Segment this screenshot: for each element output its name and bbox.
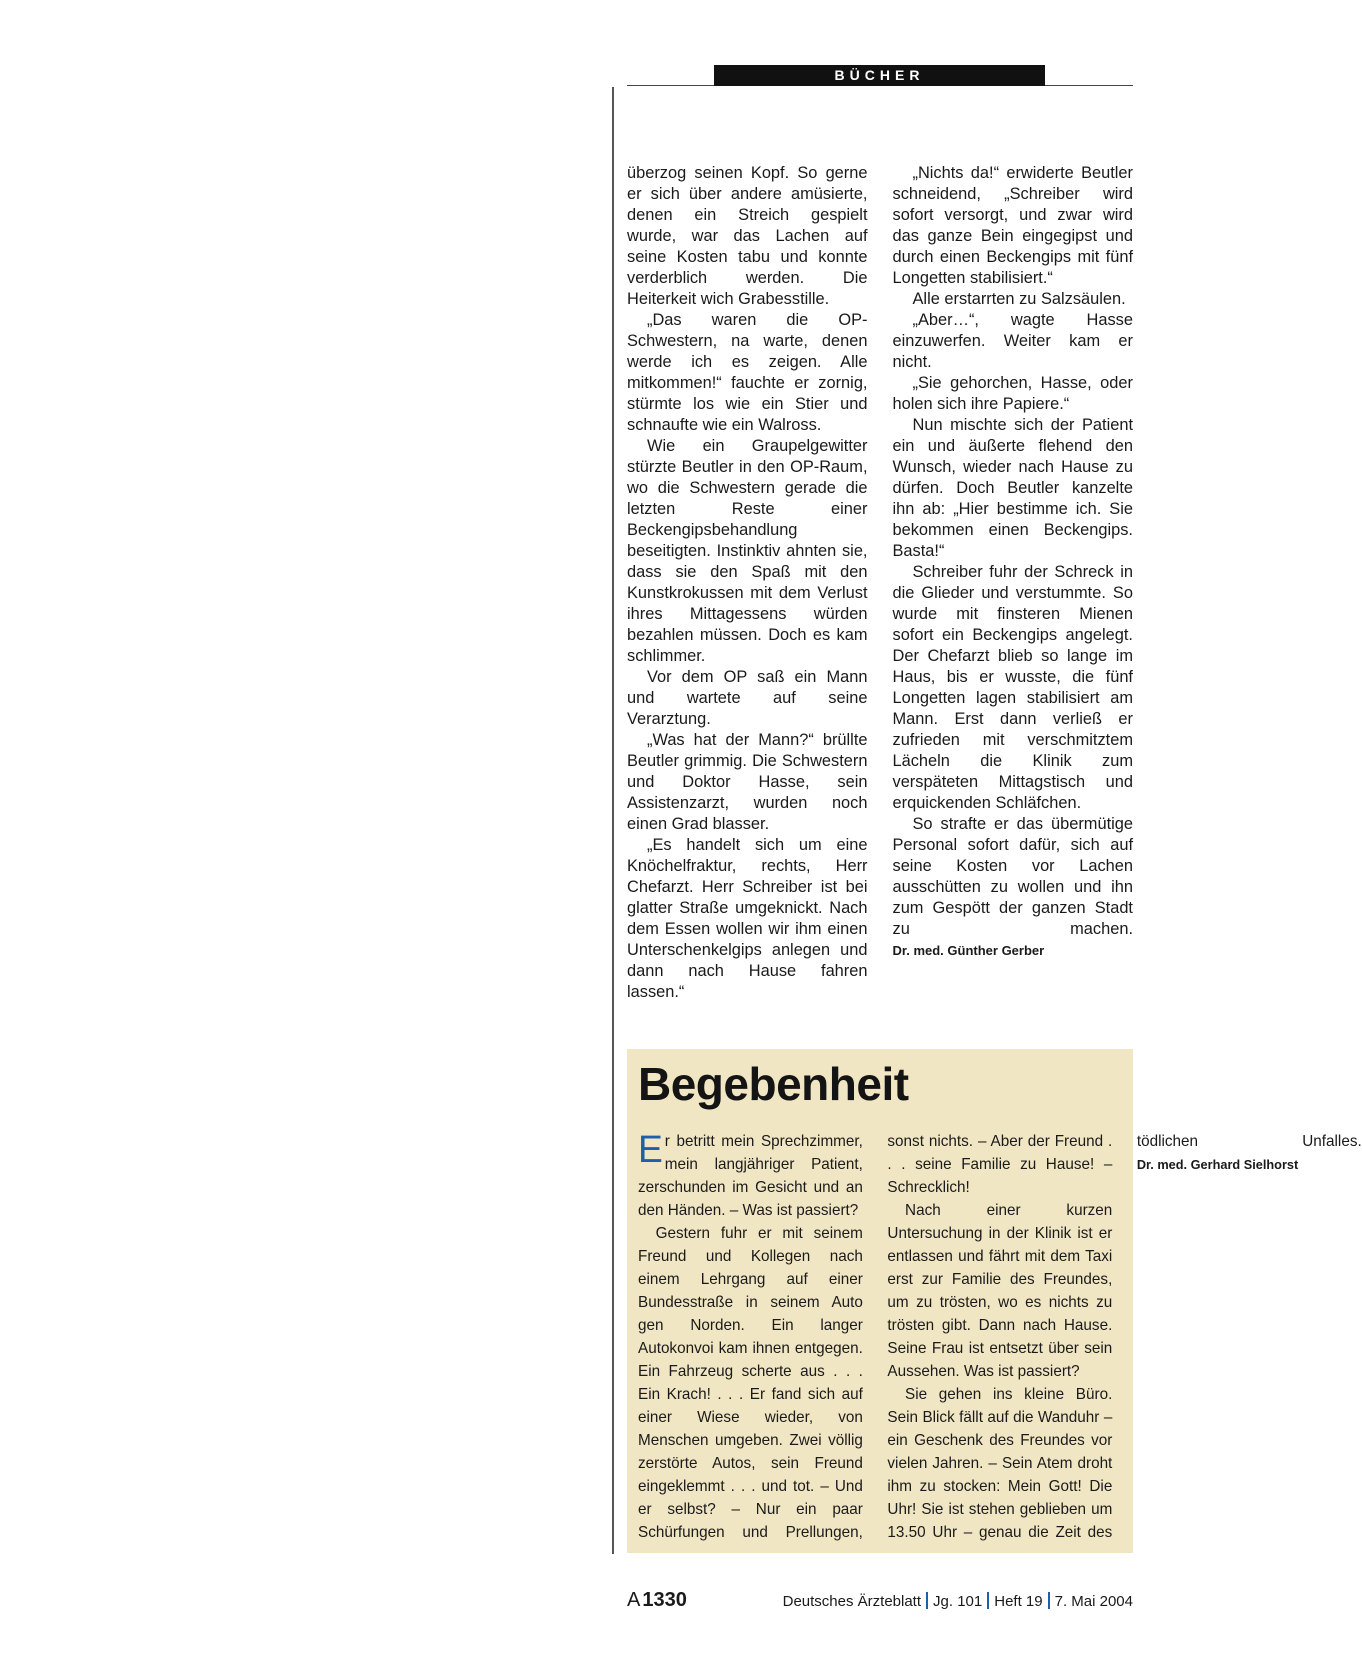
story-text <box>627 163 1133 1013</box>
story-paragraph: So strafte er das übermütige Personal sofort dafür, sich auf seine Kosten vor Lachen ausschütten zu wollen und ihn zum Gespött der ganzen Stadt zu machen. <box>892 815 1133 938</box>
page-footer <box>627 1589 1133 1613</box>
box-paragraph: r betritt mein Sprechzimmer, mein langjähriger Patient, zerschunden im Gesicht und an den Händen. – Was ist passiert? <box>638 1133 863 1219</box>
story-last-paragraph <box>893 814 1134 961</box>
story-paragraph: „Aber…“, wagte Hasse einzuwerfen. Weiter kam er nicht. <box>892 311 1133 371</box>
journal-info <box>783 1589 1133 1610</box>
footer-separator <box>1048 1592 1050 1609</box>
section-header: BÜCHER <box>714 65 1045 86</box>
drop-cap: E <box>638 1129 663 1171</box>
journal-name: Deutsches Ärzteblatt <box>782 1593 922 1610</box>
begebenheit-box <box>627 1049 1362 1553</box>
story-paragraph: Alle erstarrten zu Salzsäulen. <box>912 290 1126 308</box>
footer-separator <box>926 1592 928 1609</box>
journal-date: 7. Mai 2004 <box>1054 1593 1133 1610</box>
box-paragraph: Gestern fuhr er mit seinem Freund und Kollegen nach einem Lehrgang auf einer Bundesstraße in seinem Auto gen Norden. Ein langer Autokonvoi kam ihnen entgegen. Ein Fahrzeug scherte aus . . . Ein Krach! . . . Er fand sich auf einer Wiese wieder, von Menschen umgeben. Zwei völlig zerstörte Autos, sein Freund eingeklemmt . . . und tot. – Und er selbst? – Nur ein paar Schürfungen und Prellungen, sonst nichts. – Aber der Freund . . . seine Familie zu Hause! – Schrecklich! <box>638 1133 1113 1541</box>
story-paragraph: überzog seinen Kopf. So gerne er sich über andere amüsierte, denen ein Streich gespielt wurde, war das Lachen auf seine Kosten tabu und konnte verderblich werden. Die Heiterkeit wich Grabesstille. <box>627 164 868 308</box>
box-paragraph: Sie gehen ins kleine Büro. Sein Blick fällt auf die Wanduhr – ein Geschenk des Freundes vor vielen Jahren. – Sein Atem droht ihm zu stocken: Mein Gott! Die Uhr! Sie ist stehen geblieben um 13.50 Uhr – genau die Zeit des tödlichen Unfalles. <box>887 1133 1362 1541</box>
story-paragraph: „Nichts da!“ erwiderte Beutler schneidend, „Schreiber wird sofort versorgt, und zwar wird das ganze Bein eingegipst und durch einen Beckengips mit fünf Longetten stabilisiert.“ <box>892 164 1133 287</box>
column-divider <box>612 87 614 1554</box>
box-first-paragraph <box>638 1130 863 1222</box>
box-author: Dr. med. Gerhard Sielhorst <box>1136 1157 1299 1172</box>
story-author: Dr. med. Günther Gerber <box>892 943 1045 958</box>
page-number: 1330 <box>642 1589 687 1611</box>
story-paragraph: Nun mischte sich der Patient ein und äußerte flehend den Wunsch, wieder nach Hause zu dürfen. Doch Beutler kanzelte ihn ab: „Hier bestimme ich. Sie bekommen einen Beckengips. Basta!“ <box>892 416 1133 560</box>
box-paragraph: Nach einer kurzen Untersuchung in der Klinik ist er entlassen und fährt mit dem Taxi erst zur Familie des Freundes, um zu trösten, wo es nichts zu trösten gibt. Dann nach Hause. Seine Frau ist entsetzt über sein Aussehen. Was ist passiert? <box>887 1202 1113 1380</box>
story-paragraph: „Das waren die OP-Schwestern, na warte, denen werde ich es zeigen. Alle mitkommen!“ fauchte er zornig, stürmte los wie ein Stier und schnaufte wie ein Walross. <box>627 311 868 434</box>
story-paragraph: Schreiber fuhr der Schreck in die Glieder und verstummte. So wurde mit finsteren Mienen sofort ein Beckengips angelegt. Der Chefarzt blieb so lange im Haus, bis er wusste, die fünf Longetten lagen stabilisiert am Mann. Erst dann verließ er zufrieden mit verschmitztem Lächeln die Klinik zum verspäteten Mittagstisch und erquickenden Schläfchen. <box>892 563 1133 812</box>
story-paragraph: Vor dem OP saß ein Mann und wartete auf seine Verarztung. <box>627 668 868 728</box>
journal-volume: Jg. 101 <box>933 1593 983 1610</box>
page-prefix: A <box>627 1589 641 1611</box>
box-title: Begebenheit <box>638 1058 909 1110</box>
story-paragraph: „Was hat der Mann?“ brüllte Beutler grimmig. Die Schwestern und Doktor Hasse, sein Assistenzarzt, wurden noch einen Grad blasser. <box>627 731 868 833</box>
box-text <box>638 1129 1362 1548</box>
story-paragraph: „Sie gehorchen, Hasse, oder holen sich ihre Papiere.“ <box>892 374 1133 413</box>
story-paragraph: „Es handelt sich um eine Knöchelfraktur, rechts, Herr Chefarzt. Herr Schreiber ist bei glatter Straße umgeknickt. Nach dem Essen wollen wir ihm einen Unterschenkelgips anlegen und dann nach Hause fahren lassen.“ <box>627 836 868 1001</box>
journal-issue: Heft 19 <box>994 1593 1043 1610</box>
story-paragraph: Wie ein Graupelgewitter stürzte Beutler in den OP-Raum, wo die Schwestern gerade die letzten Reste einer Beckengipsbehandlung beseitigten. Instinktiv ahnten sie, dass sie den Spaß mit den Kunstkrokussen mit dem Verlust ihres Mittagessens würden bezahlen müssen. Doch es kam schlimmer. <box>627 437 868 665</box>
footer-separator <box>987 1592 989 1609</box>
